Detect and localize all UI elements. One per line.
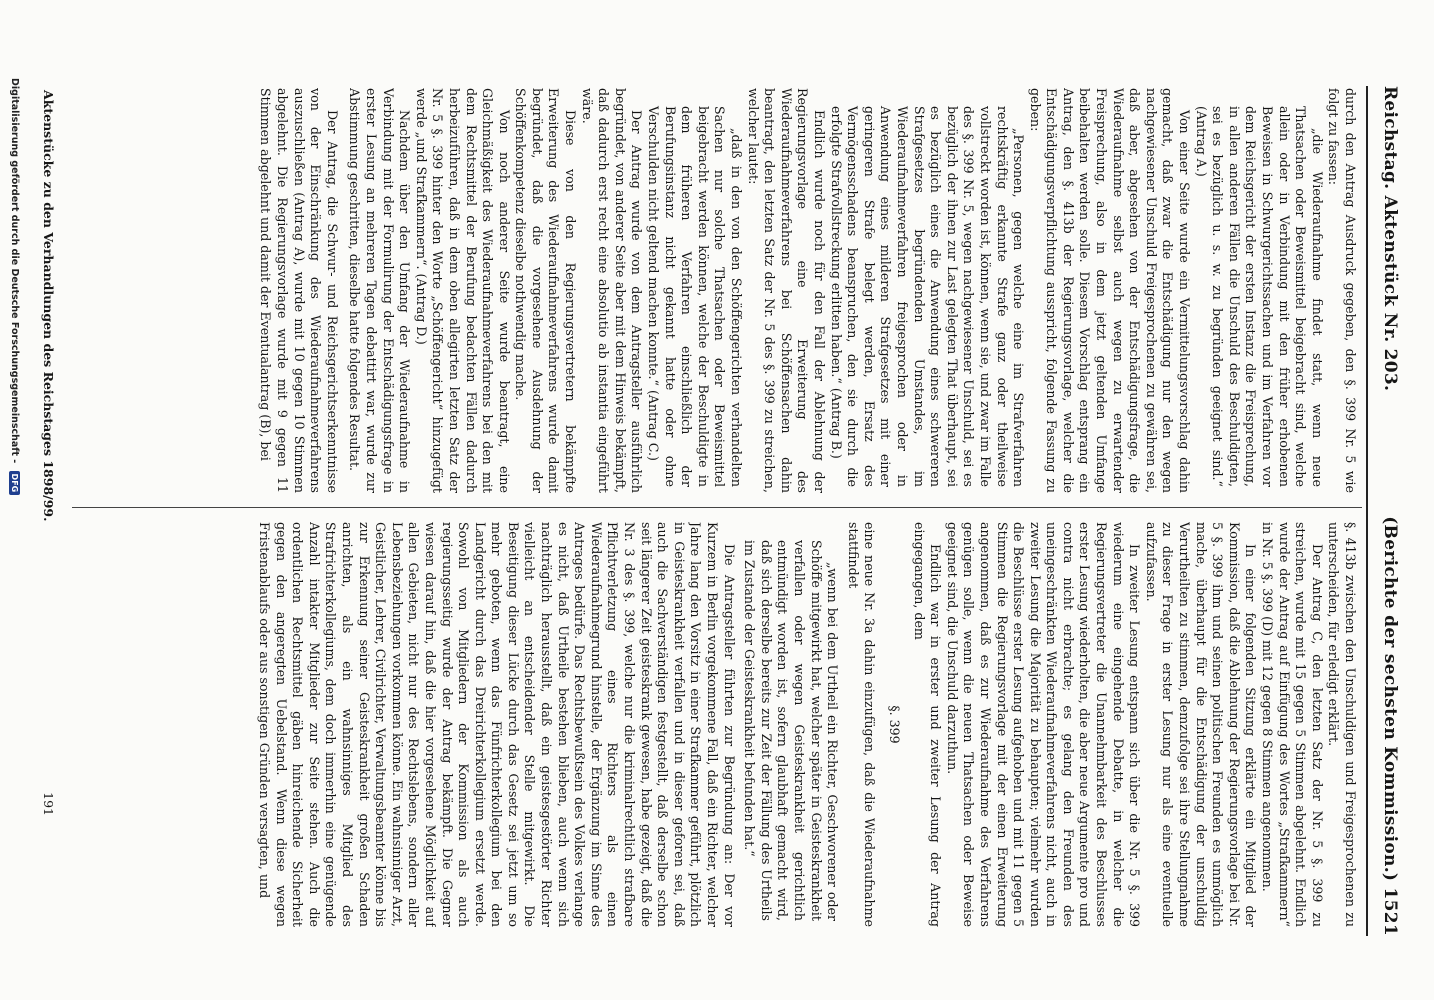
paragraph: Der Antrag, die Schwur- und Reichsgerichtserkenntnisse von der Einschränkung des Wiederaufnahmeverfahrens auszuschließen (Antrag A), wurde mit 10 gegen 10 Stimmen abgelehnt. Die Regierungsvorlage wurde mit 9 gegen 11 Stimmen abgelehnt und damit der Eventualantrag (B), bei bbox=[258, 88, 340, 493]
quote-paragraph: „Personen, gegen welche eine im Strafverfahren rechtskräftig erkannte Strafe ganz oder theilweise vollstreckt worden ist, können, wenn sie, und zwar im Falle des §. 399 Nr. 5, wegen nachgewiesener Unschuld, sei es bezüglich der ihnen zur Last gelegten That überhaupt, sei es bezüglich eines die Anwendung eines schwereren Strafgesetzes begründenden Umstandes, im Wiederaufnahmeverfahren freigesprochen oder in Anwendung eines milderen Strafgesetzes mit einer geringeren Strafe belegt werden, Ersatz des Vermögensschadens beanspruchen, den sie durch die erfolgte Strafvollstreckung erlitten haben.“ (Antrag B.) bbox=[828, 106, 1027, 487]
paragraph: Endlich war in erster und zweiter Lesung der Antrag eingegangen, dem bbox=[911, 522, 944, 927]
right-column bbox=[68, 522, 1358, 927]
paragraph: Nachdem über den Umfang der Wiederaufnahme in Verbindung mit der Formulirung der Entschädigungsfrage in erster Lesung an mehreren Tagen debattirt war, wurde zur Abstimmung geschritten, dieselbe hatte folgendes Resultat. bbox=[347, 88, 413, 493]
left-column bbox=[68, 88, 1358, 493]
quote-paragraph: „die Wiederaufnahme findet statt, wenn neue Thatsachen oder Beweismittel beigebracht sind, welche allein oder in Verbindung mit den früher erhobenen Beweisen in Schwurgerichtssachen und im Verfahren vor dem Reichsgericht der ersten Instanz die Freisprechung, in allen anderen Fällen die Unschuld des Beschuldigten, sei es bezüglich u. s. w. zu begründen geeignet sind.“ (Antrag A.) bbox=[1193, 106, 1325, 487]
header-section: (Berichte der sechsten Kommission.) 1521 bbox=[1380, 516, 1400, 936]
page-number: 191 bbox=[41, 792, 56, 816]
quote-paragraph: „daß in den von den Schöffengerichten verhandelten Sachen nur solche Thatsachen oder Beweismittel beigebracht werden können, welche der Beschuldigte in dem früheren Verfahren einschließlich der Berufungsinstanz nicht gekannt hatte oder ohne Verschulden nicht geltend machen konnte.“ (Antrag C.) bbox=[646, 106, 745, 487]
footer-source: Aktenstücke zu den Verhandlungen des Reichstages 1898/99. bbox=[41, 90, 56, 522]
paragraph: Von noch anderer Seite wurde beantragt, eine Gleichmäßigkeit des Wiederaufnahmeverfahrens bei den mit dem Rechtsmittel der Berufung bedachten Fällen dadurch herbeizuführen, daß in dem oben allegirten letzten Satz der Nr. 5 §. 399 hinter den Worte „Schöffengericht“ hinzugefügt werde „und Strafkammern“. (Antrag D.) bbox=[413, 88, 512, 493]
credit-text: Digitalisierung gefördert durch die Deutsche Forschungsgemeinschaft - bbox=[9, 78, 20, 464]
paragraph: eine neue Nr. 3a dahin einzufügen, daß die Wiederaufnahme stattfindet bbox=[845, 522, 878, 927]
dfg-logo-icon: DFG bbox=[9, 471, 20, 496]
paragraph: In einer folgenden Sitzung erklärte ein Mitglied der Kommission, daß die Ablehnung der Regierungsvorlage bei Nr. 5 §. 399 ihm und seinen politischen Freunden es unmöglich mache, überhaupt für die Entschädigung der unschuldig Verurtheilten zu stimmen, demzufolge sei ihre Stellungnahme zu dieser Frage in erster Lesung nur als eine eventuelle aufzufassen. bbox=[1143, 522, 1259, 927]
paragraph: Die Antragsteller führten zur Begründung an: Der vor Kurzem in Berlin vorgekommene Fall, daß ein Richter, welcher Jahre lang den Vorsitz in einer Strafkammer geführt, plötzlich in Geisteskrankheit verfallen und in dieser geforen sei, daß auch die Sachverständigen festgestellt, daß derselbe schon seit längerer Zeit geisteskrank gewesen, habe gezeigt, daß die Nr. 3 des §. 399, welche nur die kriminalrechtlich strafbare Pflichtverletzung eines Richters als einen Wiederaufnahmegrund hinstelle, der Ergänzung im Sinne des Antrages bedürfe. Das Rechtsbewußtsein des Volkes verlange es nicht, daß Urtheile bestehen blieben, auch wenn sich nachträglich herausstellt, daß ein geistesgestörter Richter vielleicht an entscheidender Stelle mitgewirkt. Die Beseitigung dieser Lücke durch das Gesetz sei jetzt um so mehr geboten, wenn das Fünfrichterkollegium bei den Landgericht durch das Dreirichterkollegium ersetzt werde. Sowohl von Mitgliedern der Kommission als auch regierungsseitig wurde der Antrag bekämpft. Die Gegner wiesen darauf hin, daß die hier vorgesehene Möglichkeit auf allen Gebieten, nicht nur des Rechtslebens, sondern aller Lebensbeziehungen vorkommen könne. Ein wahnsinniger Arzt, Geistlicher, Lehrer, Civilrichter, Verwaltungsbeamter könne bis zur Erkennung seiner Geisteskrankheit großen Schaden anrichten, als ein wahnsinniges Mitglied des Strafrichterkollegiums, dem doch immerhin eine genügende Anzahl intakter Mitglieder zur Seite stehen. Auch die ordentlichen Rechtsmittel gäben hinreichende Sicherheit gegen den angeregten Uebelstand. Wenn diese wegen Fristenablaufs oder aus sonstigen Gründen versagten, und bbox=[257, 522, 737, 927]
column-divider bbox=[72, 507, 1362, 508]
paragraph: In zweiter Lesung entspann sich über die Nr. 5 §. 399 wiederum eine eingehende Debatte, in welcher die Regierungsvertreter die Unannehmbarkeit des Beschlusses erster Lesung wiederholten, die aber neue Argumente pro und contra nicht erbrachte; es gelang den Freunden des uneingeschränkten Wiederaufnahmeverfahrens nicht, auch in zweiter Lesung die Majorität zu behaupten; vielmehr wurden die Beschlüsse erster Lesung aufgehoben und mit 11 gegen 5 Stimmen die Regierungsvorlage mit der einen Erweiterung angenommen, daß es zur Wiederaufnahme des Verfahrens genügen solle, wenn die neuen Thatsachen oder Beweise geeignet sind, die Unschuld darzuthun. bbox=[944, 522, 1143, 927]
paragraph: Diese von den Regierungsvertretern bekämpfte Erweiterung des Wiederaufnahmeverfahrens wurde damit begründet, daß die vorgesehene Ausdehnung der Schöffenkompetenz dieselbe nothwendig mache. bbox=[513, 88, 579, 493]
paragraph: Der Antrag wurde von dem Antragsteller ausführlich begründet, von anderer Seite aber mit dem Hinweis bekämpft, daß dadurch erst recht eine absolutio ab instantia eingeführt wäre. bbox=[579, 88, 645, 493]
paragraph: Von einer Seite wurde ein Vermittelungsvorschlag dahin gemacht, daß zwar die Entschädigung nur den wegen nachgewiesener Unschuld Freigesprochenen zu gewähren sei, daß aber, abgesehen von der Entschädigungsfrage, die Wiederaufnahme selbst auch wegen zu erwartender Freisprechung, also in dem jetzt geltenden Umfange beibehalten werden solle. Diesem Vorschlag entsprang ein Antrag, den §. 413b der Regierungsvorlage, welcher die Entschädigungsverpflichtung ausspricht, folgende Fassung zu geben: bbox=[1027, 88, 1193, 493]
paragraph: durch den Antrag Ausdruck gegeben, den §. 399 Nr. 5 wie folgt zu fassen: bbox=[1326, 88, 1358, 493]
paragraph: Endlich wurde noch für den Fall der Ablehnung der Regierungsvorlage eine Erweiterung des Wiederaufnahmeverfahrens bei Schöffensachen dahin beantragt, den letzten Satz der Nr. 5 des §. 399 zu streichen, welcher lautet: bbox=[745, 88, 827, 493]
page-footer bbox=[32, 86, 56, 936]
section-heading: §. 399 bbox=[886, 705, 902, 744]
paragraph: Der Antrag C, den letzten Satz der Nr. 5 §. 399 zu streichen, wurde mit 15 gegen 5 Stimmen abgelehnt. Endlich wurde der Antrag auf Einfügung des Wortes „Strafkammern“ in Nr. 5 §. 399 (D) mit 12 gegen 8 Stimmen angenommen. bbox=[1260, 522, 1325, 927]
header-title: Reichstag. Aktenstück Nr. 203. bbox=[1380, 86, 1400, 392]
paragraph: §. 413b zwischen den Unschuldigen und Freigesprochenen zu unterscheiden, für erledigt erklärt. bbox=[1326, 522, 1358, 927]
page-header bbox=[1376, 86, 1406, 936]
header-rule bbox=[1366, 86, 1368, 936]
digitization-credit bbox=[4, 78, 20, 928]
quote-paragraph: „wenn bei dem Urtheil ein Richter, Geschworener oder Schöffe mitgewirkt hat, welcher später in Geisteskrankheit verfallen oder wegen Geisteskrankheit gerichtlich entmündigt worden ist, sofern glaubhaft gemacht wird, daß sich derselbe bereits zur Zeit der Fällung des Urtheils im Zustande der Geisteskrankheit befunden hat.“ bbox=[742, 540, 841, 921]
